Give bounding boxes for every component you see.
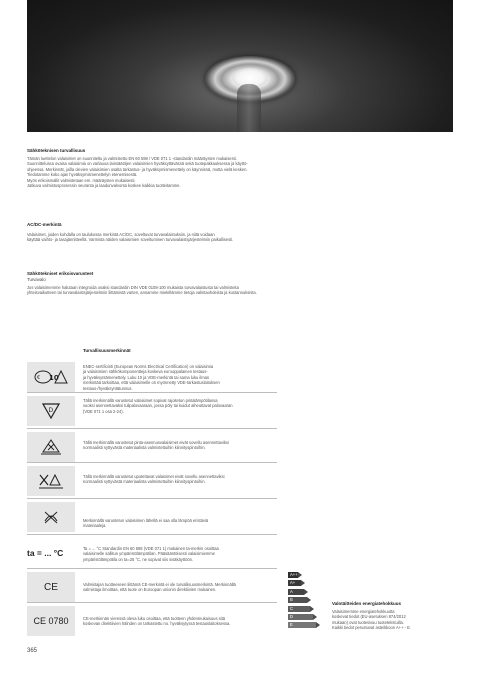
mark-row bbox=[27, 538, 277, 568]
energy-class: E bbox=[288, 622, 316, 628]
mark-row bbox=[27, 502, 277, 532]
acdc-section bbox=[27, 222, 455, 243]
vde-icon bbox=[27, 396, 75, 426]
energy-class: D bbox=[288, 614, 313, 620]
product-photo bbox=[27, 0, 453, 132]
divider bbox=[27, 602, 277, 603]
energy-class: A+ bbox=[288, 580, 301, 586]
acdc-title: AC/DC-merkintä bbox=[27, 222, 62, 227]
ta-icon bbox=[27, 538, 75, 568]
divider bbox=[27, 534, 277, 535]
mark-row bbox=[27, 396, 277, 426]
hand-silhouette bbox=[237, 84, 261, 132]
mark-text: Tällä merkinnällä varustetut pinta-asennusvalaisimet eivät sovellu asennettaviksi normaalisti syttyvästä materiaalista valmistettuihin kiinnityspintoihin. bbox=[83, 440, 229, 451]
svg-text:10: 10 bbox=[49, 374, 59, 382]
mark-text: Tällä merkinnällä varustetut upotettavat valaisimet eivät sovellu asennettaviksi normaalisti syttyvästä materiaalista valmistettuihin kiinnityspintoihin. bbox=[83, 474, 225, 485]
testing-title: Sähkötekniset erikoisvarusteet bbox=[27, 271, 94, 276]
divider bbox=[27, 462, 277, 463]
safety-title: Sähköteknisen turvallisuus bbox=[27, 148, 86, 153]
mark-text: ENEC-sertifiointi (European Norms Electrical Certification) on valaisimia ja valaisimien sähkökomponentteja koskeva eurooppalainen testaus- ja hyväksyntämenettely. Luku 10 ja VDE-merkintä tai sama luku ilman merkintää tarkoittaa, että valaisimelle on myönnetty VDE-tarkastuslaitoksen testaus-/hyväksyntätunnus. bbox=[83, 364, 220, 391]
mark-text: Ta = ... °C Standardin EN 60 598 (VDE 071 1) mukainen ta-merkin osoittaa valaisimelle sallitun ympäristölämpötilan. Pääsääntöisesti valaisimiemme ympäristölämpötila on ta=25 °C, ne sopivat siis sisäkäyttöön. bbox=[83, 546, 219, 562]
ce-0780-icon bbox=[27, 606, 75, 636]
energy-class: A++ bbox=[290, 572, 298, 577]
ce-symbol: CE bbox=[44, 581, 58, 593]
mark-text: CE-merkinnän vieressä oleva luku osoittaa, että tuotteen yhdenmukaisuus sitä koskevan direktiivien hälnden on tarkastettu no. hyväksytyssä testauslaitoksessa. bbox=[83, 616, 231, 627]
divider bbox=[27, 498, 277, 499]
flammable-surface-icon bbox=[27, 432, 75, 462]
energy-label bbox=[288, 572, 328, 631]
mark-text: Valmistajan tuotteeseen liittämä CE-merkintä ei ole turvallisuusmerkintä. Merkinnällä valmistaja ilmoittaa, että tuote on Euroopan unionin direktiivien mukainen. bbox=[83, 582, 236, 593]
no-insulation-icon bbox=[27, 502, 75, 532]
energy-class: A bbox=[288, 589, 304, 595]
energy-title: Valotäitteiden energiatehokkuus bbox=[332, 601, 402, 606]
energy-text: Valaisimemme energiatehokkuutta koskevat tiedot (EU-asetuksen 874/2012 mukaan) ovat tuotesivuu tuotetekstuilla. Kaikki tiedot perustuvat asteikkoon A++ - E. bbox=[332, 609, 411, 631]
safety-text: Tämän luettelon valaisimet on suunniteltu ja valmistettu EN 60 598 / VDE 071 1 -standardin määräysten mukaisesti. Suunnittelussa ovaisa valaisimia on varlauoa lainsäätöjen valaisimien hyväksyttävässä sekä tuotepakkauksessa ja käyttö- ohjeessa. Merkinnät, joilla olevien valaisimien osalta tarkastus- ja hyväksymismenettely on käynnissä, mutta vielä kesken. Tiedotamme koko ajan hyväksymismenettelyn etenemisestä. Myös erikoismallit valmistetaan em. määräysten mukaisesti. Jatkuva valmistusprosessin seuranta ja laadunvalvonta koskee kaikkia tuotteitamme. bbox=[27, 156, 248, 189]
ce-icon bbox=[27, 572, 75, 602]
divider bbox=[27, 392, 277, 393]
mark-text: Merkinnällä varustetun valaisimen lähellä ei saa olla lämpöä eristäviä materiaaleja. bbox=[83, 518, 209, 529]
flammable-x-icon bbox=[27, 466, 75, 496]
svg-text:D: D bbox=[48, 407, 54, 414]
divider bbox=[27, 568, 277, 569]
ce-0780-symbol: CE 0780 bbox=[33, 616, 69, 626]
mark-row bbox=[27, 362, 277, 392]
mark-row bbox=[27, 466, 277, 496]
acdc-text: Valaisimet, joiden kohdalla on taulukossa merkintä AC/DC, soveltuvat turvavalaistuksiin, ja niitä voidaan käyttää vaihto- ja tasajännitteellä. Varmista näiden valaisimien soveltuminen turvavalaistsjärjestelmiin paikallisesti. bbox=[27, 232, 234, 243]
testing-section bbox=[27, 271, 455, 296]
page-number: 365 bbox=[27, 648, 38, 654]
svg-text:€: € bbox=[37, 375, 41, 381]
energy-info bbox=[332, 601, 457, 631]
energy-class: B bbox=[288, 597, 307, 603]
enec-icon bbox=[27, 362, 75, 392]
ta-symbol: ta = ... °C bbox=[27, 548, 64, 558]
energy-class: C bbox=[288, 606, 310, 612]
marks-heading: Turvallisuusmerkinnät bbox=[83, 348, 131, 353]
mark-text: Tällä merkinnällä varustetut valaisimet sopivat rajoitetun pintalämpötilansa vuoksi asennettavaksi tulipalovaaraan, jossa pöly tai kuidut aiheuttavat palovaaran (VDE 071 1 osa 2-24). bbox=[83, 398, 233, 414]
mark-row bbox=[27, 432, 277, 462]
testing-subtitle: Turvavalo bbox=[27, 277, 46, 282]
mark-row bbox=[27, 606, 277, 636]
testing-text: Jos valaisimemme halutaan integroida osaksi standardin DIN VDE 0108-100 mukaista turvavalaistusta tai valmisteita yhteisvaikutteen tai turvavalaistsjärjestelmiin liittämistä varten, annamme mielellämme tietoja valintaohdeista ja kustannuksista. bbox=[27, 285, 257, 296]
mark-row bbox=[27, 572, 277, 602]
safety-section bbox=[27, 148, 455, 188]
divider bbox=[27, 428, 277, 429]
